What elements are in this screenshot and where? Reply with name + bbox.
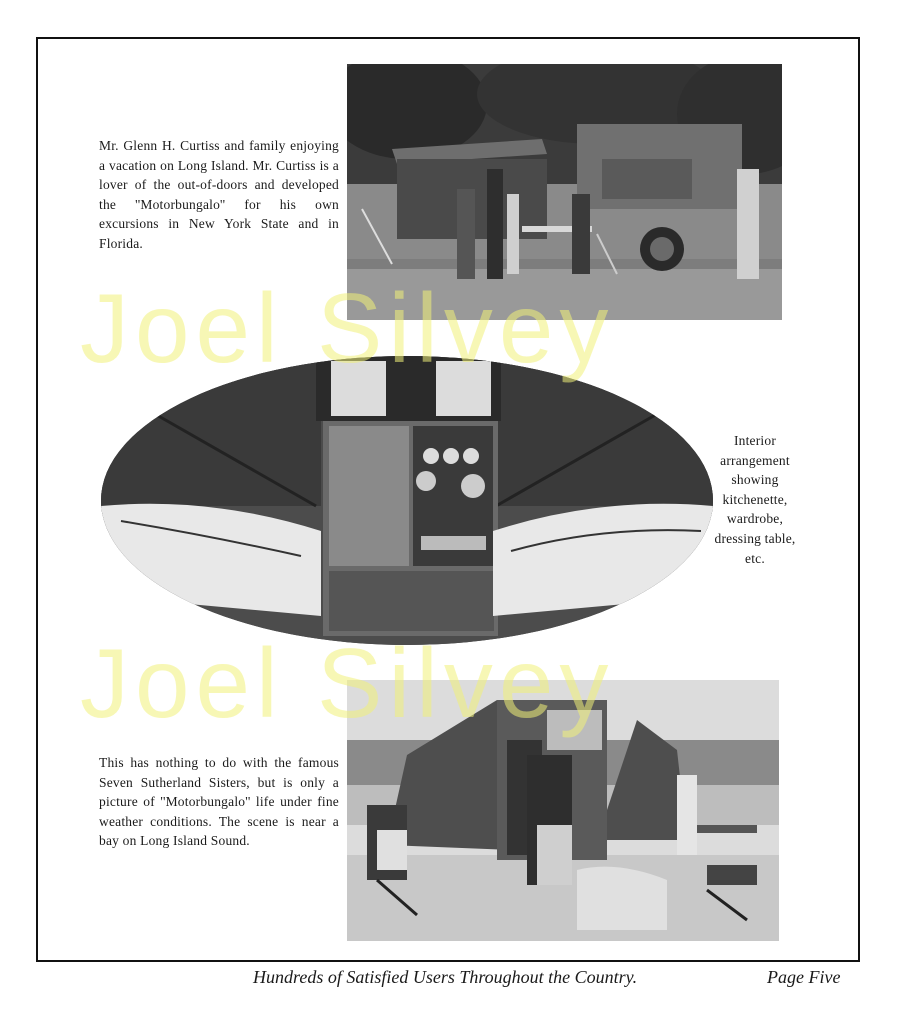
caption-interior-arrangement: Interior arrangement showing kitchenette, wardrobe, dressing table, etc. bbox=[714, 433, 796, 566]
caption-sutherland-sisters: This has nothing to do with the famous Seven Sutherland Sisters, but is only a picture of ''Motorbungalo'' life under fine weather conditions. The scene is near a bay on Long Island Sound. bbox=[99, 755, 339, 849]
watermark: Joel Silvey bbox=[80, 628, 615, 738]
photo-motorbungalo-by-bay bbox=[347, 680, 779, 941]
photo-curtiss-family-camp bbox=[347, 64, 782, 320]
caption-curtiss-family: Mr. Glenn H. Curtiss and family enjoying a vacation on Long Island. Mr. Curtiss is a lover of the out-of-doors and developed the ''Motorbungalo'' for his own excursions in New York State and in Florida. bbox=[99, 138, 339, 251]
watermark: Joel Silvey bbox=[80, 273, 615, 383]
footer-tagline: Hundreds of Satisfied Users Throughout the Country. bbox=[253, 967, 638, 987]
page-number: Page Five bbox=[767, 967, 841, 987]
photo-interior-arrangement bbox=[101, 356, 713, 645]
